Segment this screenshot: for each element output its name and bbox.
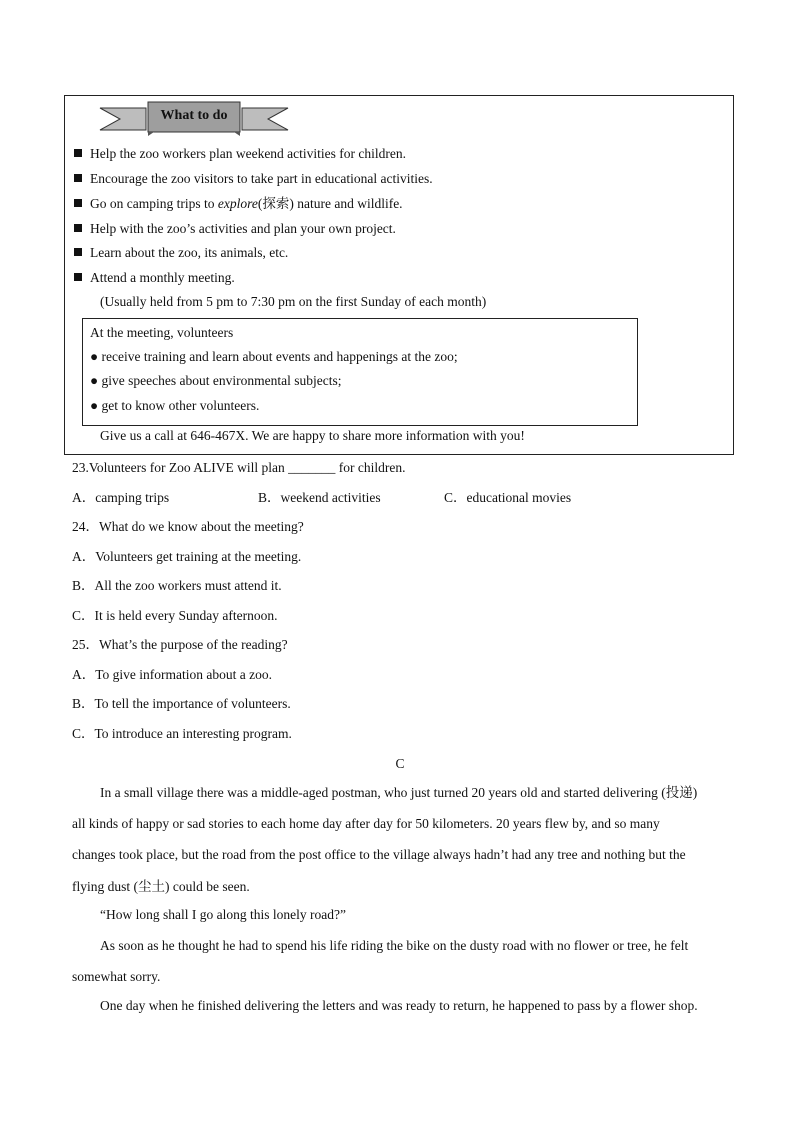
square-bullet-icon xyxy=(74,149,82,157)
question-23-option-c: C．educational movies xyxy=(444,490,572,505)
passage-line: As soon as he thought he had to spend his life riding the bike on the dusty road with no flower or tree, he felt xyxy=(100,938,689,953)
meeting-item: ● receive training and learn about events and happenings at the zoo; xyxy=(90,349,458,364)
banner-title: What to do xyxy=(160,108,228,123)
question-24-option-b: B．All the zoo workers must attend it. xyxy=(72,578,282,593)
question-24-stem: 24．What do we know about the meeting? xyxy=(72,519,304,534)
question-23-option-b: B．weekend activities xyxy=(258,490,381,505)
passage-line: “How long shall I go along this lonely road?” xyxy=(100,907,346,922)
square-bullet-icon xyxy=(74,224,82,232)
task-text: Help the zoo workers plan weekend activities for children. xyxy=(90,146,407,161)
passage-line: In a small village there was a middle-aged postman, who just turned 20 years old and started delivering (投递) xyxy=(100,785,698,800)
meeting-heading: At the meeting, volunteers xyxy=(90,325,234,340)
task-item xyxy=(74,269,235,287)
task-item xyxy=(74,220,396,238)
passage-line: all kinds of happy or sad stories to each home day after day for 50 kilometers. 20 years flew by, and so many xyxy=(72,816,660,831)
task-item xyxy=(74,244,288,262)
meeting-item: ● get to know other volunteers. xyxy=(90,398,260,413)
meeting-item: ● give speeches about environmental subjects; xyxy=(90,373,342,388)
call-line: Give us a call at 646-467X. We are happy to share more information with you! xyxy=(100,428,525,443)
square-bullet-icon xyxy=(74,248,82,256)
square-bullet-icon xyxy=(74,174,82,182)
passage-line: somewhat sorry. xyxy=(72,969,161,984)
square-bullet-icon xyxy=(74,273,82,281)
task-item xyxy=(74,195,403,213)
question-23-stem: 23.Volunteers for Zoo ALIVE will plan _______ for children. xyxy=(72,460,406,475)
passage-line: changes took place, but the road from the post office to the village always hadn’t had any tree and nothing but the xyxy=(72,847,686,862)
square-bullet-icon xyxy=(74,199,82,207)
question-24-option-a: A．Volunteers get training at the meeting. xyxy=(72,549,302,564)
task-text: Help with the zoo’s activities and plan your own project. xyxy=(90,221,396,236)
task-text: Go on camping trips to xyxy=(90,196,218,211)
question-23-option-a: A．camping trips xyxy=(72,490,170,505)
question-24-option-c: C．It is held every Sunday afternoon. xyxy=(72,608,278,623)
passage-line: flying dust (尘土) could be seen. xyxy=(72,879,250,894)
task-emphasis: explore xyxy=(217,196,258,211)
task-text: Encourage the zoo visitors to take part in educational activities. xyxy=(90,171,433,186)
question-25-option-b: B．To tell the importance of volunteers. xyxy=(72,696,291,711)
task-text: Attend a monthly meeting. xyxy=(90,270,235,285)
task-text: Learn about the zoo, its animals, etc. xyxy=(90,245,289,260)
task-text-after: (探索) nature and wildlife. xyxy=(257,196,403,211)
task-item xyxy=(74,170,433,188)
task-item xyxy=(74,145,406,163)
section-label: C xyxy=(395,756,405,771)
question-25-option-c: C．To introduce an interesting program. xyxy=(72,726,292,741)
meeting-note: (Usually held from 5 pm to 7:30 pm on the first Sunday of each month) xyxy=(100,294,487,309)
question-25-option-a: A．To give information about a zoo. xyxy=(72,667,273,682)
question-25-stem: 25．What’s the purpose of the reading? xyxy=(72,637,288,652)
passage-line: One day when he finished delivering the letters and was ready to return, he happened to pass by a flower shop. xyxy=(100,998,698,1013)
